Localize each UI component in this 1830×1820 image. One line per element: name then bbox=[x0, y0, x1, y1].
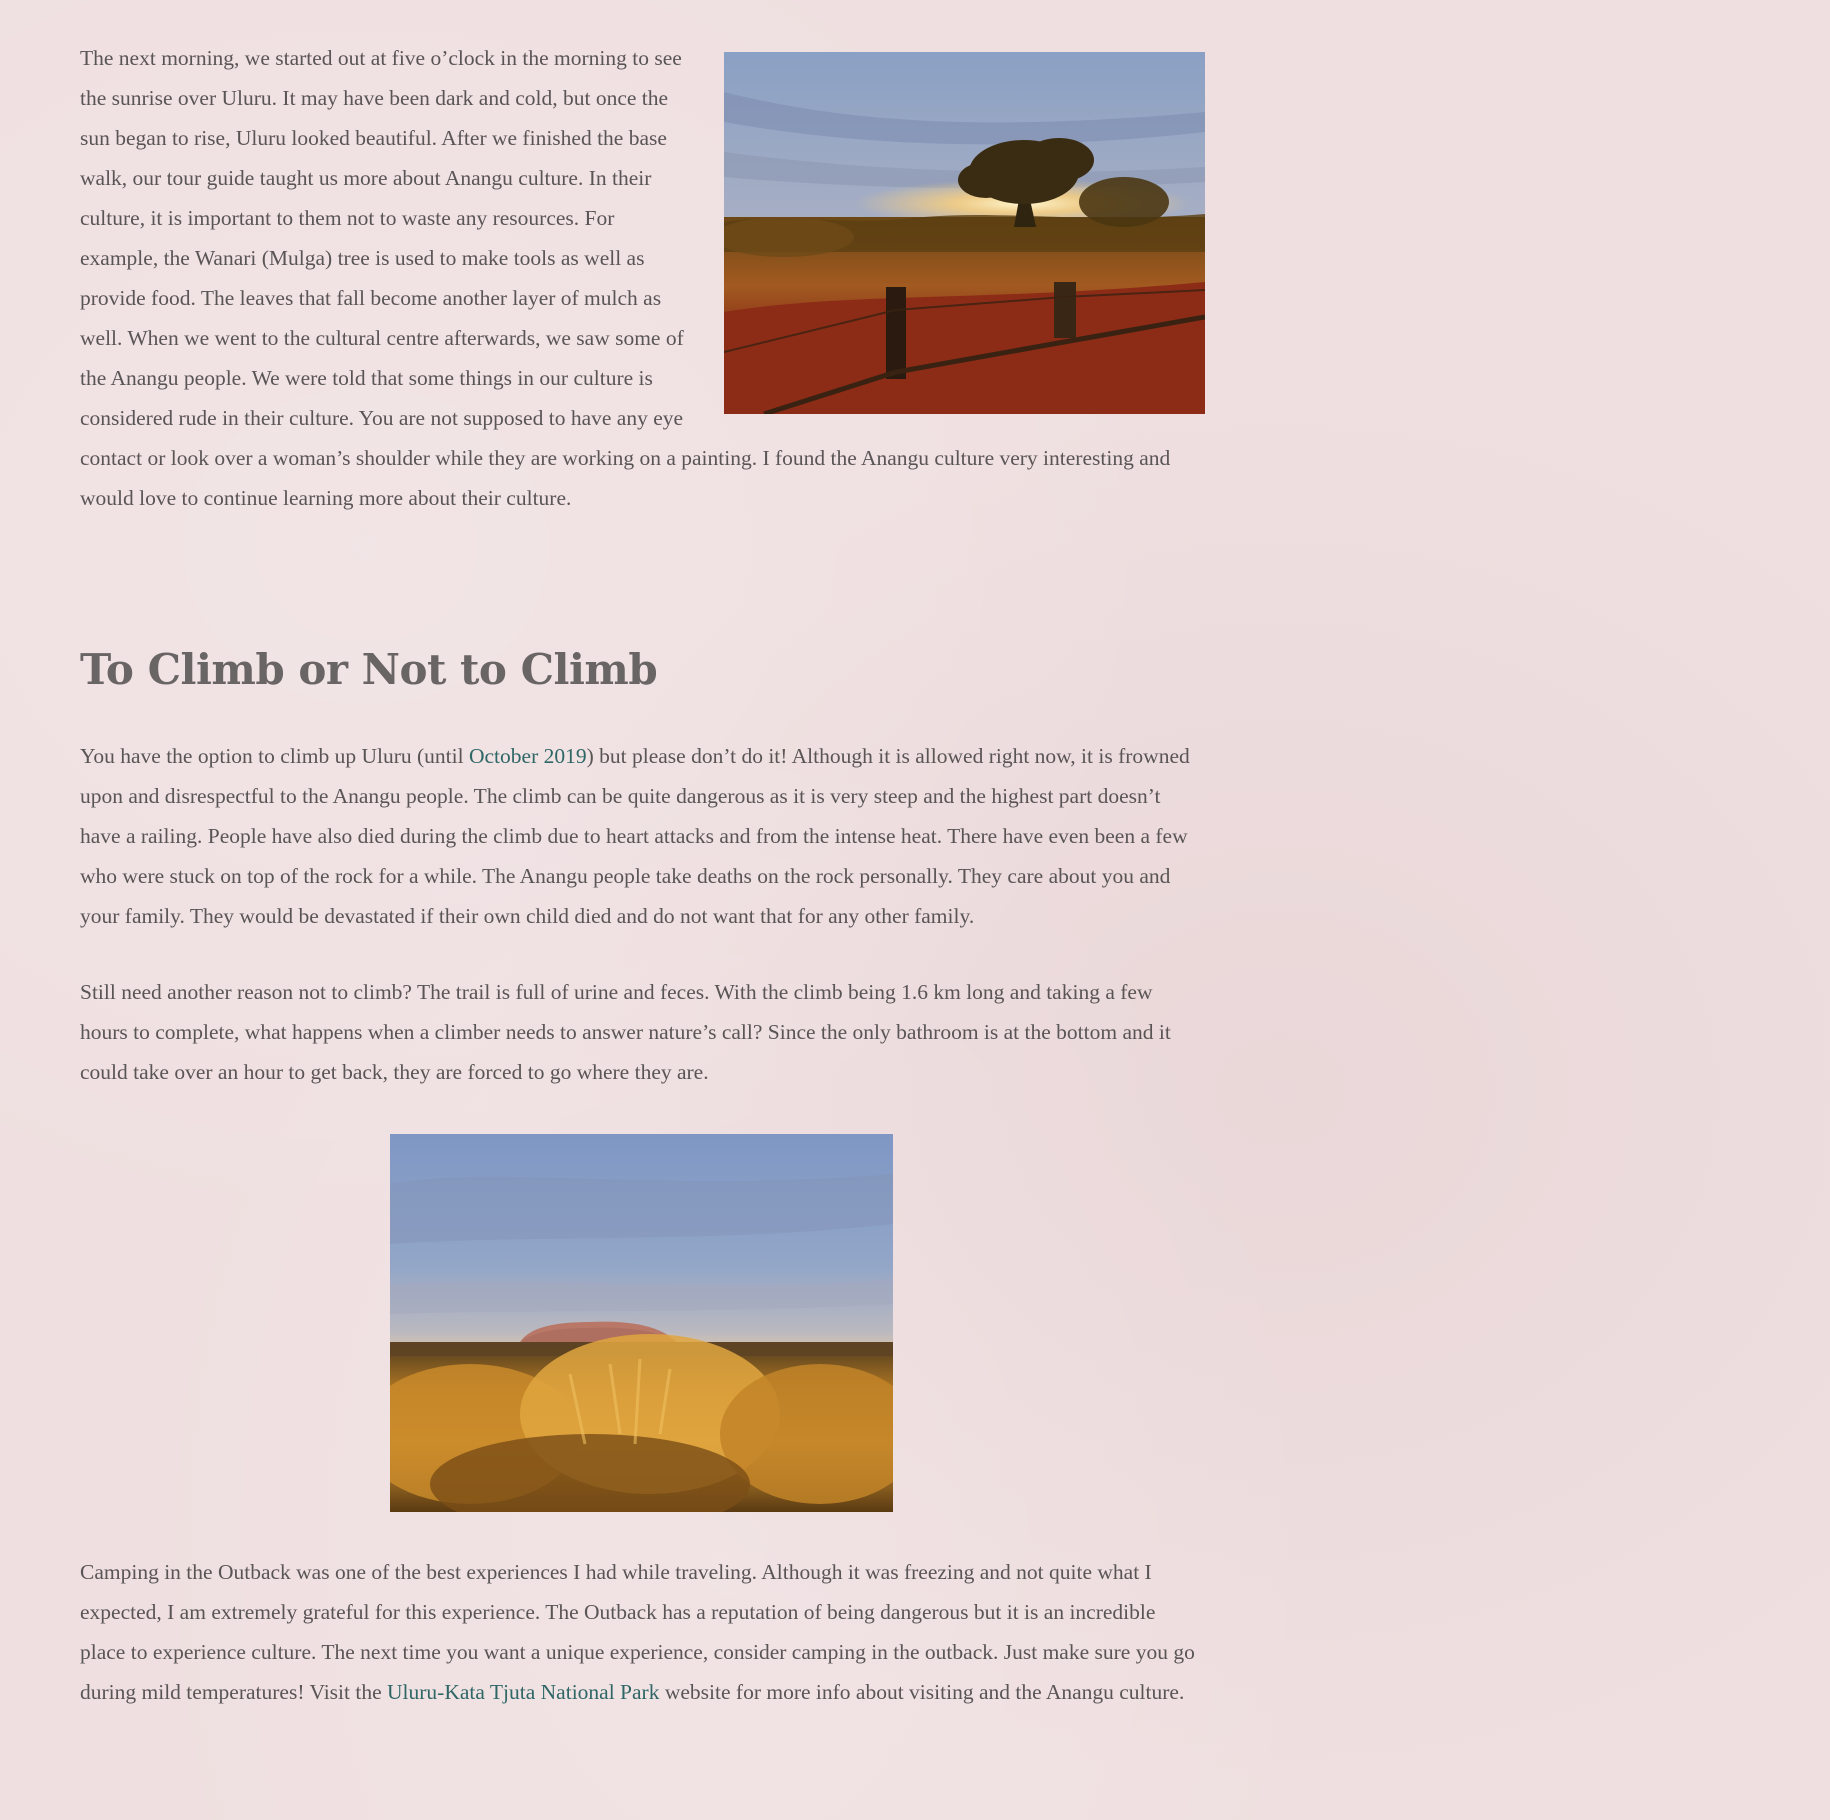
article-content bbox=[80, 38, 1205, 1712]
paragraph-climb-text-start: You have the option to climb up Uluru (until bbox=[80, 744, 469, 768]
uluru-photo bbox=[390, 1134, 893, 1512]
paragraph-morning: The next morning, we started out at five o’clock in the morning to see the sunrise over Uluru. It may have been dark and cold, but once the sun began to rise, Uluru looked beautiful. After we finished the base walk, our tour guide taught us more about Anangu culture. In their culture, it is important to them not to waste any resources. For example, the Wanari (Mulga) tree is used to make tools as well as provide food. The leaves that fall become another layer of mulch as well. When we went to the cultural centre afterwards, we saw some of the Anangu people. We were told that some things in our culture is considered rude in their culture. You are not supposed to have any eye contact or look over a woman’s shoulder while they are working on a painting. I found the Anangu culture very interesting and would love to continue learning more about their culture. bbox=[80, 46, 1171, 510]
paragraph-reason: Still need another reason not to climb? The trail is full of urine and feces. With the climb being 1.6 km long and taking a few hours to complete, what happens when a climber needs to answer nature’s call? Since the only bathroom is at the bottom and it could take over an hour to get back, they are forced to go where they are. bbox=[80, 980, 1171, 1084]
paragraph-conclusion-text-start: Camping in the Outback was one of the best experiences I had while traveling. Although it was freezing and not quite what I expected, I am extremely grateful for this experience. The Outback has a reputation of being dangerous but it is an incredible place to experience culture. The next time you want a unique experience, consider camping in the outback. Just make sure you go during mild temperatures! Visit the bbox=[80, 1560, 1195, 1704]
paragraph-conclusion bbox=[80, 1552, 1205, 1712]
paragraph-climb-text-end: ) but please don’t do it! Although it is allowed right now, it is frowned upon and disrespectful to the Anangu people. The climb can be quite dangerous as it is very steep and the highest part doesn’t have a railing. People have also died during the climb due to heart attacks and from the intense heat. There have even been a few who were stuck on top of the rock for a while. The Anangu people take deaths on the rock personally. They care about you and your family. They would be devastated if their own child died and do not want that for any other family. bbox=[80, 744, 1190, 928]
paragraph-climb bbox=[80, 736, 1205, 936]
october-2019-link[interactable]: October 2019 bbox=[468, 744, 587, 768]
paragraph-conclusion-text-end: website for more info about visiting and the Anangu culture. bbox=[659, 1680, 1185, 1704]
national-park-link[interactable]: Uluru-Kata Tjuta National Park bbox=[387, 1680, 660, 1704]
sunrise-photo bbox=[724, 52, 1205, 414]
section-heading: To Climb or Not to Climb bbox=[80, 645, 658, 694]
